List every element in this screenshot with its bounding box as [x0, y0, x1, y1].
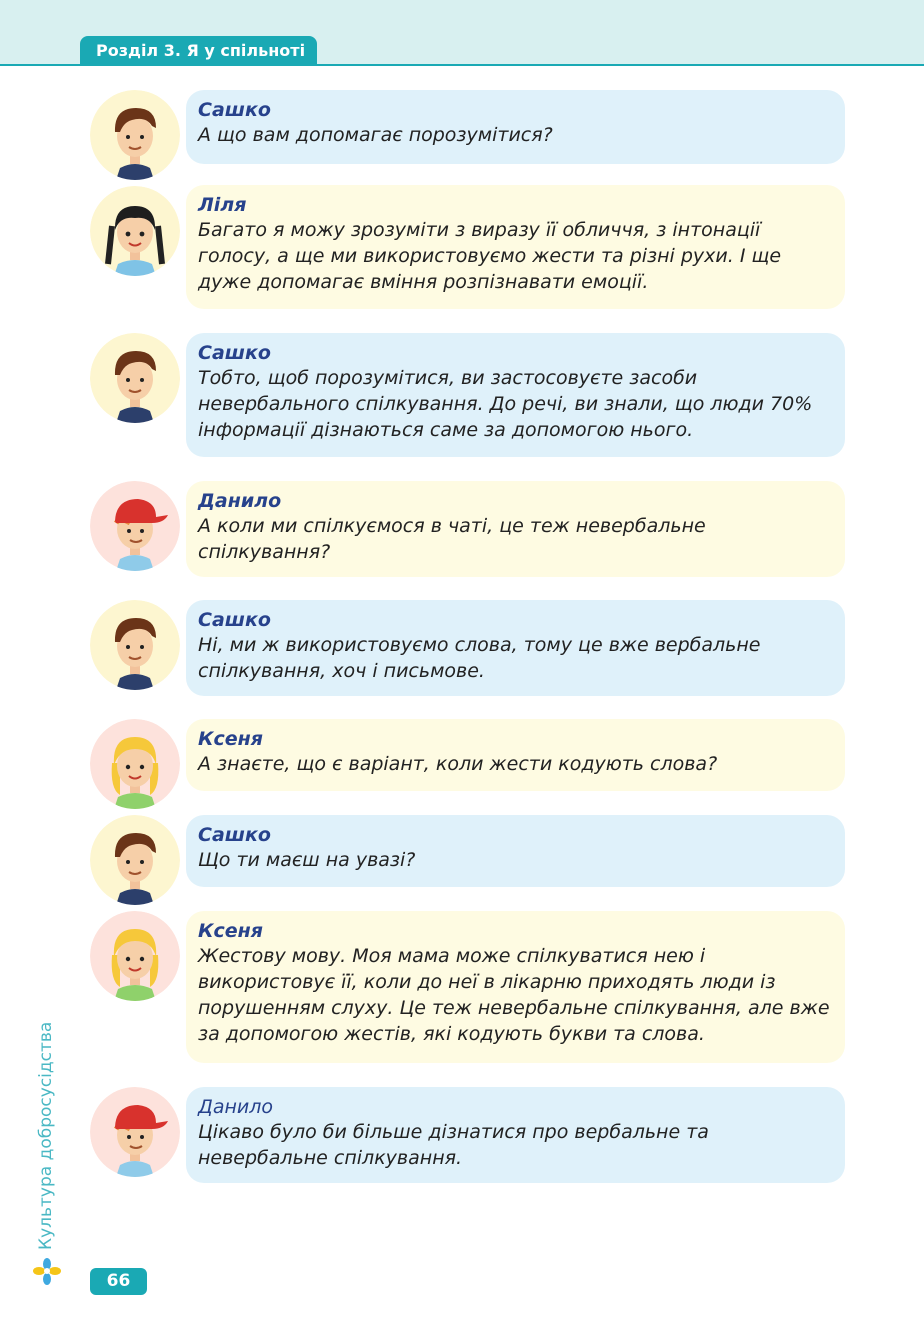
page-number: 66 — [90, 1268, 147, 1295]
series-side-label: Культура добросусідства — [36, 1021, 56, 1250]
message-text: Багато я можу зрозуміти з виразу її обличчя, з інтонації голосу, а ще ми використовуємо жести та різні рухи. І ще дуже допомагає вміння розпізнавати емоції. — [198, 219, 782, 293]
dialogue-bubble — [186, 90, 845, 164]
boy-red-cap-icon — [90, 1087, 180, 1177]
dialogue-bubble — [186, 333, 845, 457]
boy-brown-hair-icon — [90, 90, 180, 180]
boy-brown-hair-icon — [90, 600, 180, 690]
girl-pigtails-icon — [90, 186, 180, 276]
message-text: Жестову мову. Моя мама може спілкуватися нею і використовує її, коли до неї в лікарню приходять люди із порушенням слуху. Це теж невербальне спілкування, але вже за допомогою жестів, які кодують букви та слова. — [198, 945, 830, 1045]
message-text: А коли ми спілкуємося в чаті, це теж невербальне спілкування? — [198, 515, 706, 563]
dialogue-bubble — [186, 185, 845, 309]
speaker-name: Ліля — [198, 194, 247, 216]
boy-brown-hair-icon — [90, 815, 180, 905]
flower-logo-icon — [33, 1258, 61, 1286]
speaker-name: Данило — [198, 1096, 274, 1118]
boy-brown-hair-icon — [90, 333, 180, 423]
dialogue-bubble — [186, 600, 845, 696]
girl-blonde-icon — [90, 719, 180, 809]
speaker-name: Ксеня — [198, 920, 264, 942]
dialogue-bubble — [186, 1087, 845, 1183]
speaker-name: Ксеня — [198, 728, 264, 750]
message-text: А знаєте, що є варіант, коли жести кодують слова? — [198, 753, 718, 775]
speaker-name: Сашко — [198, 609, 271, 631]
section-label: Розділ 3. Я у спільноті — [80, 36, 317, 66]
message-text: Ні, ми ж використовуємо слова, тому це вже вербальне спілкування, хоч і письмове. — [198, 634, 761, 682]
message-text: Цікаво було би більше дізнатися про вербальне та невербальне спілкування. — [198, 1121, 709, 1169]
speaker-name: Сашко — [198, 99, 271, 121]
dialogue-bubble — [186, 719, 845, 791]
speaker-name: Данило — [198, 490, 282, 512]
boy-red-cap-icon — [90, 481, 180, 571]
message-text: А що вам допомагає порозумітися? — [198, 124, 553, 146]
dialogue-bubble — [186, 911, 845, 1063]
speaker-name: Сашко — [198, 824, 271, 846]
message-text: Що ти маєш на увазі? — [198, 849, 416, 871]
dialogue-bubble — [186, 481, 845, 577]
dialogue-bubble — [186, 815, 845, 887]
speaker-name: Сашко — [198, 342, 271, 364]
message-text: Тобто, щоб порозумітися, ви застосовуєте засоби невербального спілкування. До речі, ви знали, що люди 70% інформації дізнаються саме за допомогою нього. — [198, 367, 813, 441]
girl-blonde-icon — [90, 911, 180, 1001]
